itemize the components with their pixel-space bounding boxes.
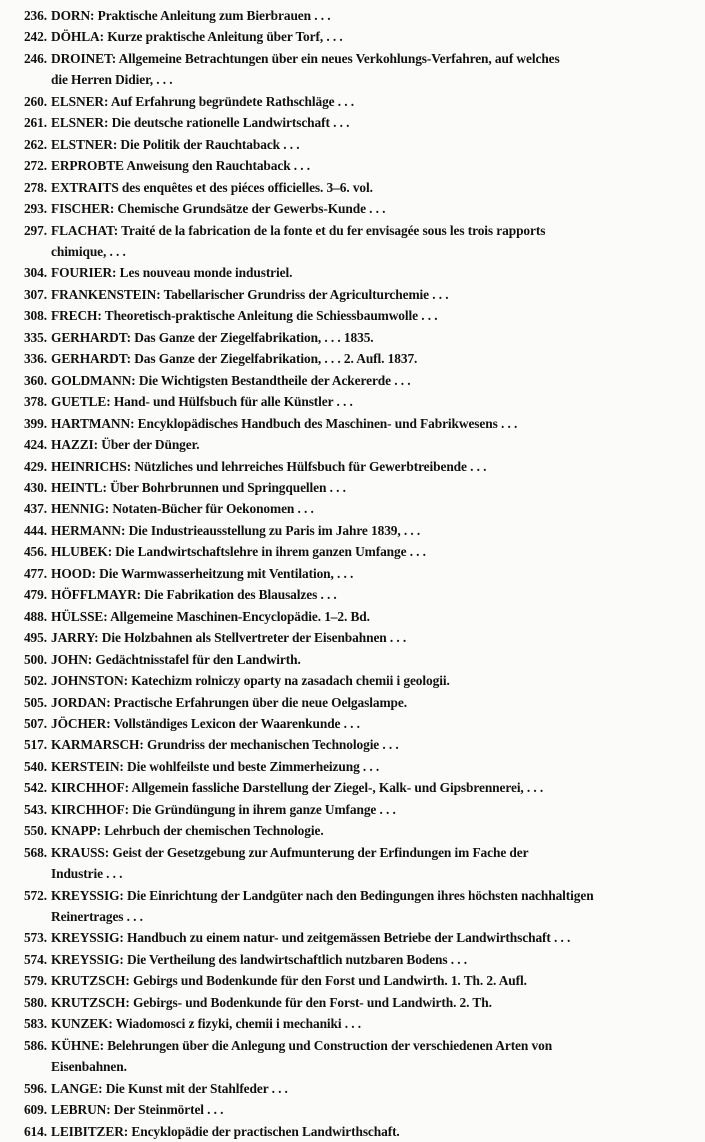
catalog-entry [7, 348, 702, 369]
entry-line: die Herren Didier, . . . [51, 72, 173, 88]
entry-number: 444. [23, 522, 47, 538]
entry-line: HEINRICHS: Nützliches und lehrreiches Hülfsbuch für Gewerbtreibende . . . [51, 458, 487, 474]
entry-line: DORN: Praktische Anleitung zum Bierbrauen . . . [51, 8, 331, 23]
catalog-entry [7, 456, 702, 477]
entry-text [51, 1121, 702, 1142]
catalog-entry [7, 692, 702, 713]
entry-text [51, 391, 702, 412]
entry-line: HENNIG: Notaten-Bücher für Oekonomen . . . [51, 501, 314, 517]
entry-number: 261. [23, 115, 47, 131]
entry-text [51, 842, 702, 885]
entry-text [51, 606, 702, 627]
catalog-entry [7, 563, 702, 584]
entry-number: 242. [23, 29, 47, 45]
catalog-entry [7, 627, 702, 648]
catalog-entry [7, 91, 702, 112]
catalog-entry [7, 541, 702, 562]
entry-number: 573. [23, 930, 47, 946]
entry-line: JARRY: Die Holzbahnen als Stellvertreter der Eisenbahnen . . . [51, 630, 407, 646]
entry-text [51, 456, 702, 477]
entry-text [51, 992, 702, 1013]
entry-line: HLUBEK: Die Landwirtschaftslehre in ihrem ganzen Umfange . . . [51, 544, 426, 560]
entry-text [51, 305, 702, 326]
entry-text [51, 1013, 702, 1034]
entry-line: KIRCHHOF: Allgemein fassliche Darstellung der Ziegel-, Kalk- und Gipsbrennerei, . . . [51, 780, 544, 796]
entry-number: 579. [23, 973, 47, 989]
entry-number: 424. [23, 437, 47, 453]
catalog-entry [7, 477, 702, 498]
entry-text [51, 970, 702, 991]
entry-text [51, 541, 702, 562]
entry-line: KREYSSIG: Die Vertheilung des landwirtschaftlich nutzbaren Bodens . . . [51, 951, 467, 967]
catalog-entry-list [7, 5, 702, 1142]
entry-number: 236. [23, 8, 47, 23]
entry-line: FLACHAT: Traité de la fabrication de la fonte et du fer envisagée sous les trois rapports [51, 222, 546, 238]
catalog-entry [7, 26, 702, 47]
entry-text [51, 756, 702, 777]
entry-line: KUNZEK: Wiadomosci z fizyki, chemii i mechaniki . . . [51, 1016, 362, 1032]
entry-text [51, 520, 702, 541]
entry-number: 297. [23, 222, 47, 238]
entry-line: ERPROBTE Anweisung den Rauchtaback . . . [51, 158, 311, 174]
entry-line: KARMARSCH: Grundriss der mechanischen Technologie . . . [51, 737, 399, 753]
entry-text [51, 348, 702, 369]
entry-text [51, 477, 702, 498]
entry-text [51, 48, 702, 91]
entry-text [51, 434, 702, 455]
entry-line: Reinertrages . . . [51, 909, 143, 925]
entry-text [51, 370, 702, 391]
entry-number: 272. [23, 158, 47, 174]
entry-text [51, 5, 702, 26]
entry-line: GERHARDT: Das Ganze der Ziegelfabrikation, . . . 2. Aufl. 1837. [51, 351, 418, 367]
entry-line: HÜLSSE: Allgemeine Maschinen-Encyclopädie. 1–2. Bd. [51, 608, 370, 624]
catalog-entry [7, 1035, 702, 1078]
catalog-entry [7, 198, 702, 219]
entry-number: 580. [23, 994, 47, 1010]
entry-line: KERSTEIN: Die wohlfeilste und beste Zimmerheizung . . . [51, 758, 380, 774]
entry-text [51, 927, 702, 948]
entry-line: HOOD: Die Warmwasserheitzung mit Ventilation, . . . [51, 565, 354, 581]
entry-line: ELSNER: Die deutsche rationelle Landwirtschaft . . . [51, 115, 350, 131]
entry-number: 502. [23, 673, 47, 689]
entry-line: KREYSSIG: Handbuch zu einem natur- und zeitgemässen Betriebe der Landwirthschaft . . . [51, 930, 571, 946]
entry-text [51, 584, 702, 605]
entry-number: 500. [23, 651, 47, 667]
catalog-entry [7, 434, 702, 455]
entry-text [51, 692, 702, 713]
entry-number: 260. [23, 93, 47, 109]
entry-number: 430. [23, 479, 47, 495]
entry-number: 477. [23, 565, 47, 581]
entry-text [51, 498, 702, 519]
entry-text [51, 713, 702, 734]
entry-line: FRECH: Theoretisch-praktische Anleitung die Schiessbaumwolle . . . [51, 308, 438, 324]
catalog-entry [7, 799, 702, 820]
entry-text [51, 262, 702, 283]
catalog-entry [7, 134, 702, 155]
entry-number: 307. [23, 286, 47, 302]
catalog-entry [7, 777, 702, 798]
entry-line: DÖHLA: Kurze praktische Anleitung über Torf, . . . [51, 29, 343, 45]
catalog-entry [7, 970, 702, 991]
entry-text [51, 563, 702, 584]
catalog-entry [7, 1078, 702, 1099]
entry-line: KREYSSIG: Die Einrichtung der Landgüter nach den Bedingungen ihres höchsten nachhaltigen [51, 887, 594, 903]
catalog-entry [7, 992, 702, 1013]
entry-number: 568. [23, 844, 47, 860]
entry-line: ELSTNER: Die Politik der Rauchtaback . . . [51, 136, 300, 152]
entry-text [51, 327, 702, 348]
entry-line: chimique, . . . [51, 243, 126, 259]
entry-line: KIRCHHOF: Die Gründüngung in ihrem ganze Umfange . . . [51, 801, 396, 817]
entry-number: 540. [23, 758, 47, 774]
entry-number: 542. [23, 780, 47, 796]
catalog-entry [7, 1121, 702, 1142]
entry-number: 586. [23, 1037, 47, 1053]
entry-number: 360. [23, 372, 47, 388]
entry-line: ELSNER: Auf Erfahrung begründete Rathschläge . . . [51, 93, 355, 109]
entry-text [51, 155, 702, 176]
entry-line: HÖFFLMAYR: Die Fabrikation des Blausalzes . . . [51, 587, 337, 603]
catalog-entry [7, 606, 702, 627]
entry-line: Eisenbahnen. [51, 1059, 127, 1075]
catalog-entry [7, 112, 702, 133]
entry-line: KNAPP: Lehrbuch der chemischen Technologie. [51, 823, 324, 839]
entry-number: 572. [23, 887, 47, 903]
entry-text [51, 1099, 702, 1120]
catalog-entry [7, 927, 702, 948]
entry-line: JOHN: Gedächtnisstafel für den Landwirth. [51, 651, 301, 667]
entry-text [51, 885, 702, 928]
entry-line: DROINET: Allgemeine Betrachtungen über ein neues Verkohlungs-Verfahren, auf welches [51, 50, 560, 66]
entry-number: 262. [23, 136, 47, 152]
entry-text [51, 413, 702, 434]
catalog-entry [7, 498, 702, 519]
catalog-entry [7, 305, 702, 326]
entry-line: KRAUSS: Geist der Gesetzgebung zur Aufmunterung der Erfindungen im Fache der [51, 844, 529, 860]
entry-text [51, 26, 702, 47]
catalog-entry [7, 220, 702, 263]
entry-text [51, 220, 702, 263]
entry-number: 308. [23, 308, 47, 324]
entry-line: FRANKENSTEIN: Tabellarischer Grundriss der Agriculturchemie . . . [51, 286, 449, 302]
entry-line: HAZZI: Über der Dünger. [51, 437, 200, 453]
entry-line: JORDAN: Practische Erfahrungen über die neue Oelgaslampe. [51, 694, 407, 710]
entry-number: 505. [23, 694, 47, 710]
entry-number: 543. [23, 801, 47, 817]
catalog-entry [7, 670, 702, 691]
catalog-entry [7, 48, 702, 91]
entry-text [51, 820, 702, 841]
entry-number: 583. [23, 1016, 47, 1032]
entry-text [51, 734, 702, 755]
entry-number: 614. [23, 1123, 47, 1139]
entry-text [51, 112, 702, 133]
entry-number: 507. [23, 715, 47, 731]
catalog-entry [7, 177, 702, 198]
catalog-entry [7, 949, 702, 970]
catalog-entry [7, 756, 702, 777]
catalog-entry [7, 734, 702, 755]
entry-text [51, 198, 702, 219]
catalog-entry [7, 649, 702, 670]
entry-number: 479. [23, 587, 47, 603]
entry-line: LEBRUN: Der Steinmörtel . . . [51, 1102, 224, 1118]
entry-text [51, 177, 702, 198]
catalog-entry [7, 1099, 702, 1120]
entry-text [51, 649, 702, 670]
entry-text [51, 1035, 702, 1078]
catalog-entry [7, 155, 702, 176]
catalog-entry [7, 1013, 702, 1034]
entry-line: JOHNSTON: Katechizm rolniczy oparty na zasadach chemii i geologii. [51, 673, 450, 689]
entry-number: 574. [23, 951, 47, 967]
catalog-entry [7, 584, 702, 605]
entry-number: 488. [23, 608, 47, 624]
catalog-entry [7, 391, 702, 412]
catalog-entry [7, 713, 702, 734]
entry-text [51, 284, 702, 305]
entry-text [51, 777, 702, 798]
entry-number: 609. [23, 1102, 47, 1118]
entry-line: FISCHER: Chemische Grundsätze der Gewerbs-Kunde . . . [51, 201, 386, 217]
catalog-entry [7, 262, 702, 283]
entry-number: 399. [23, 415, 47, 431]
catalog-entry [7, 370, 702, 391]
entry-line: GERHARDT: Das Ganze der Ziegelfabrikation, . . . 1835. [51, 329, 374, 345]
entry-number: 456. [23, 544, 47, 560]
entry-text [51, 91, 702, 112]
catalog-entry [7, 5, 702, 26]
entry-number: 596. [23, 1080, 47, 1096]
entry-line: LANGE: Die Kunst mit der Stahlfeder . . . [51, 1080, 288, 1096]
catalog-entry [7, 520, 702, 541]
entry-number: 304. [23, 265, 47, 281]
entry-number: 437. [23, 501, 47, 517]
entry-line: GOLDMANN: Die Wichtigsten Bestandtheile der Ackererde . . . [51, 372, 411, 388]
entry-line: LEIBITZER: Encyklopädie der practischen Landwirthschaft. [51, 1123, 400, 1139]
catalog-entry [7, 413, 702, 434]
entry-number: 246. [23, 50, 47, 66]
entry-line: HARTMANN: Encyklopädisches Handbuch des Maschinen- und Fabrikwesens . . . [51, 415, 518, 431]
entry-number: 378. [23, 394, 47, 410]
entry-line: JÖCHER: Vollständiges Lexicon der Waarenkunde . . . [51, 715, 360, 731]
entry-text [51, 799, 702, 820]
entry-line: KÜHNE: Belehrungen über die Anlegung und Construction der verschiedenen Arten von [51, 1037, 553, 1053]
entry-line: KRUTZSCH: Gebirgs und Bodenkunde für den Forst und Landwirth. 1. Th. 2. Aufl. [51, 973, 527, 989]
entry-number: 293. [23, 201, 47, 217]
entry-text [51, 134, 702, 155]
entry-line: HERMANN: Die Industrieausstellung zu Paris im Jahre 1839, . . . [51, 522, 421, 538]
entry-line: HEINTL: Über Bohrbrunnen und Springquellen . . . [51, 479, 346, 495]
entry-text [51, 1078, 702, 1099]
entry-number: 429. [23, 458, 47, 474]
catalog-entry [7, 820, 702, 841]
entry-number: 335. [23, 329, 47, 345]
entry-number: 336. [23, 351, 47, 367]
entry-number: 517. [23, 737, 47, 753]
entry-number: 550. [23, 823, 47, 839]
entry-number: 278. [23, 179, 47, 195]
entry-line: GUETLE: Hand- und Hülfsbuch für alle Künstler . . . [51, 394, 353, 410]
entry-line: FOURIER: Les nouveau monde industriel. [51, 265, 293, 281]
entry-text [51, 670, 702, 691]
entry-line: EXTRAITS des enquêtes et des piéces officielles. 3–6. vol. [51, 179, 373, 195]
catalog-entry [7, 885, 702, 928]
entry-line: KRUTZSCH: Gebirgs- und Bodenkunde für den Forst- und Landwirth. 2. Th. [51, 994, 492, 1010]
entry-line: Industrie . . . [51, 866, 123, 882]
catalog-entry [7, 327, 702, 348]
entry-text [51, 627, 702, 648]
catalog-entry [7, 284, 702, 305]
entry-text [51, 949, 702, 970]
catalog-entry [7, 842, 702, 885]
entry-number: 495. [23, 630, 47, 646]
